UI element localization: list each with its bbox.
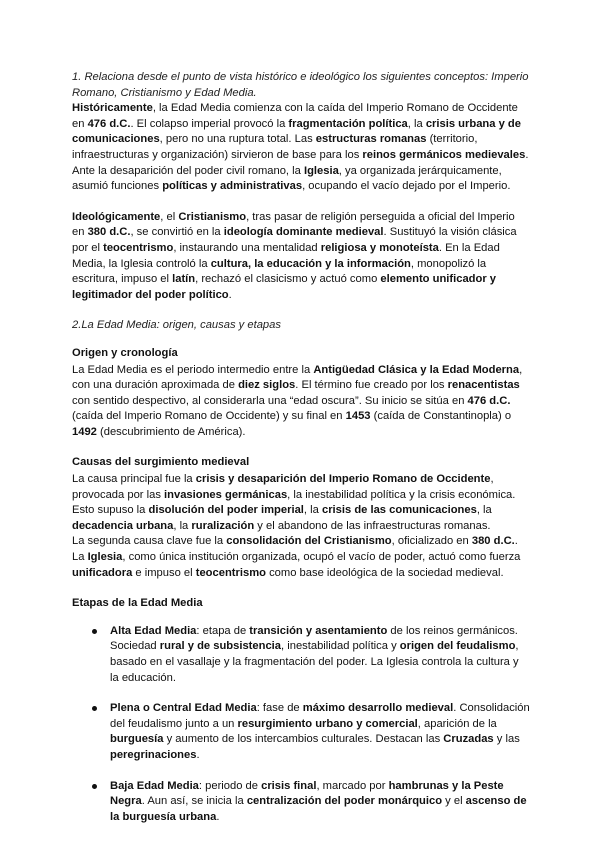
bold-term: Alta Edad Media	[110, 624, 197, 637]
bold-term: 380 d.C.	[471, 535, 515, 548]
bold-term: consolidación del Cristianismo	[226, 535, 392, 548]
bold-term: Plena o Central Edad Media	[110, 702, 257, 715]
bold-term: Históricamente	[72, 102, 153, 115]
bold-term: religiosa y monoteísta	[320, 241, 439, 254]
bold-term: origen del feudalismo	[399, 640, 516, 653]
bold-term: crisis final	[261, 779, 317, 792]
bold-term: Cristianismo	[178, 210, 247, 223]
bold-term: 476 d.C.	[87, 117, 131, 130]
bold-term: unificadora	[72, 566, 133, 579]
paragraph-historical: Históricamente, la Edad Media comienza con la caída del Imperio Romano de Occidente en 476 d.C.. El colapso imperial provocó la fragmentación política, la crisis urbana y de comunicaciones, pero no una ruptura total. Las estructuras romanas (territorio, infraestructuras y organización) sirvieron de base para los reinos germánicos medievales. Ante la desaparición del poder civil romano, la Iglesia, ya organizada jerárquicamente, asumió funciones políticas y administrativas, ocupando el vacío dejado por el Imperio.	[72, 102, 529, 193]
bold-term: renacentistas	[447, 379, 520, 392]
question-1: 1. Relaciona desde el punto de vista histórico e ideológico los siguientes conceptos: Imperio Romano, Cristianismo y Edad Media.	[72, 71, 529, 99]
bold-term: Baja Edad Media	[110, 779, 199, 792]
bold-term: 1492	[72, 425, 97, 438]
bold-term: burguesía	[110, 733, 164, 746]
bold-term: elemento unificador y legitimador del poder político	[72, 273, 497, 301]
bold-term: crisis urbana y de comunicaciones	[72, 117, 521, 146]
bold-term: rural y de subsistencia	[159, 640, 282, 653]
bold-term: 380 d.C.	[87, 226, 131, 239]
question-2: 2.La Edad Media: origen, causas y etapas	[72, 319, 281, 332]
list-item-baja-edad-media: Baja Edad Media: periodo de crisis final, marcado por hambrunas y la Peste Negra. Aun así, se inicia la centralización del poder monárquico y el ascenso de la burguesía urbana.	[110, 779, 530, 826]
bold-term: diez siglos	[238, 379, 296, 392]
bold-term: latín	[172, 273, 196, 286]
bold-term: Ideológicamente	[72, 210, 161, 223]
bold-term: 1453	[345, 410, 371, 423]
etapas-list	[72, 624, 530, 826]
bold-term: fragmentación política	[288, 117, 408, 130]
bold-term: resurgimiento urbano y comercial	[237, 717, 418, 730]
bold-term: crisis de las comunicaciones	[321, 504, 477, 517]
bold-term: disolución del poder imperial	[148, 504, 304, 517]
heading-causas: Causas del surgimiento medieval	[72, 456, 250, 469]
bold-term: Iglesia	[87, 551, 123, 564]
bold-term: hambrunas y la Peste Negra	[110, 779, 504, 808]
bold-term: estructuras romanas	[315, 133, 427, 146]
bold-term: máximo desarrollo medieval	[302, 702, 454, 715]
bold-term: ruralización	[191, 519, 255, 532]
paragraph-ideological: Ideológicamente, el Cristianismo, tras pasar de religión perseguida a oficial del Imperio en 380 d.C., se convirtió en la ideología dominante medieval. Sustituyó la visión clásica por el teocentrismo, instaurando una mentalidad religiosa y monoteísta. En la Edad Media, la Iglesia controló la cultura, la educación y la información, monopolizó la escritura, impuso el latín, rechazó el clasicismo y actuó como elemento unificador y legitimador del poder político.	[72, 210, 517, 301]
bold-term: decadencia urbana	[72, 519, 174, 532]
bold-term: políticas y administrativas	[162, 180, 303, 193]
bold-term: teocentrismo	[195, 566, 266, 579]
heading-etapas: Etapas de la Edad Media	[72, 597, 203, 610]
paragraph-causas-1: La causa principal fue la crisis y desaparición del Imperio Romano de Occidente, provocada por las invasiones germánicas, la inestabilidad política y la crisis económica. Esto supuso la disolución del poder imperial, la crisis de las comunicaciones, la decadencia urbana, la ruralización y el abandono de las infraestructuras romanas.	[72, 473, 516, 532]
bold-term: ideología dominante medieval	[223, 226, 384, 239]
list-item-alta-edad-media: Alta Edad Media: etapa de transición y asentamiento de los reinos germánicos. Sociedad rural y de subsistencia, inestabilidad política y origen del feudalismo, basado en el vasallaje y la fragmentación del poder. La Iglesia controla la cultura y la educación.	[110, 624, 530, 686]
bold-term: crisis y desaparición del Imperio Romano de Occidente	[195, 473, 491, 486]
bold-term: Cruzadas	[443, 733, 494, 746]
paragraph-origen: La Edad Media es el periodo intermedio entre la Antigüedad Clásica y la Edad Moderna, con una duración aproximada de diez siglos. El término fue creado por los renacentistas con sentido despectivo, al considerarla una “edad oscura”. Su inicio se sitúa en 476 d.C. (caída del Imperio Romano de Occidente) y su final en 1453 (caída de Constantinopla) o 1492 (descubrimiento de América).	[72, 363, 523, 438]
bold-term: Antigüedad Clásica y la Edad Moderna	[313, 363, 520, 376]
heading-origen: Origen y cronología	[72, 346, 178, 359]
bold-term: peregrinaciones	[110, 748, 197, 761]
bold-term: invasiones germánicas	[164, 488, 288, 501]
bold-term: cultura, la educación y la información	[210, 257, 411, 270]
bold-term: teocentrismo	[103, 241, 174, 254]
bold-term: transición y asentamiento	[249, 624, 388, 637]
list-item-plena-edad-media: Plena o Central Edad Media: fase de máximo desarrollo medieval. Consolidación del feudalismo junto a un resurgimiento urbano y comercial, aparición de la burguesía y aumento de los intercambios culturales. Destacan las Cruzadas y las peregrinaciones.	[110, 701, 530, 763]
bold-term: ascenso de la burguesía urbana	[110, 795, 527, 823]
bold-term: 476 d.C.	[467, 394, 511, 407]
bold-term: reinos germánicos medievales	[362, 148, 526, 161]
paragraph-causas-2: La segunda causa clave fue la consolidación del Cristianismo, oficializado en 380 d.C.. La Iglesia, como única institución organizada, ocupó el vacío de poder, actuó como fuerza unificadora e impuso el teocentrismo como base ideológica de la sociedad medieval.	[72, 535, 521, 579]
bold-term: Iglesia	[303, 164, 339, 177]
bold-term: centralización del poder monárquico	[246, 795, 443, 808]
